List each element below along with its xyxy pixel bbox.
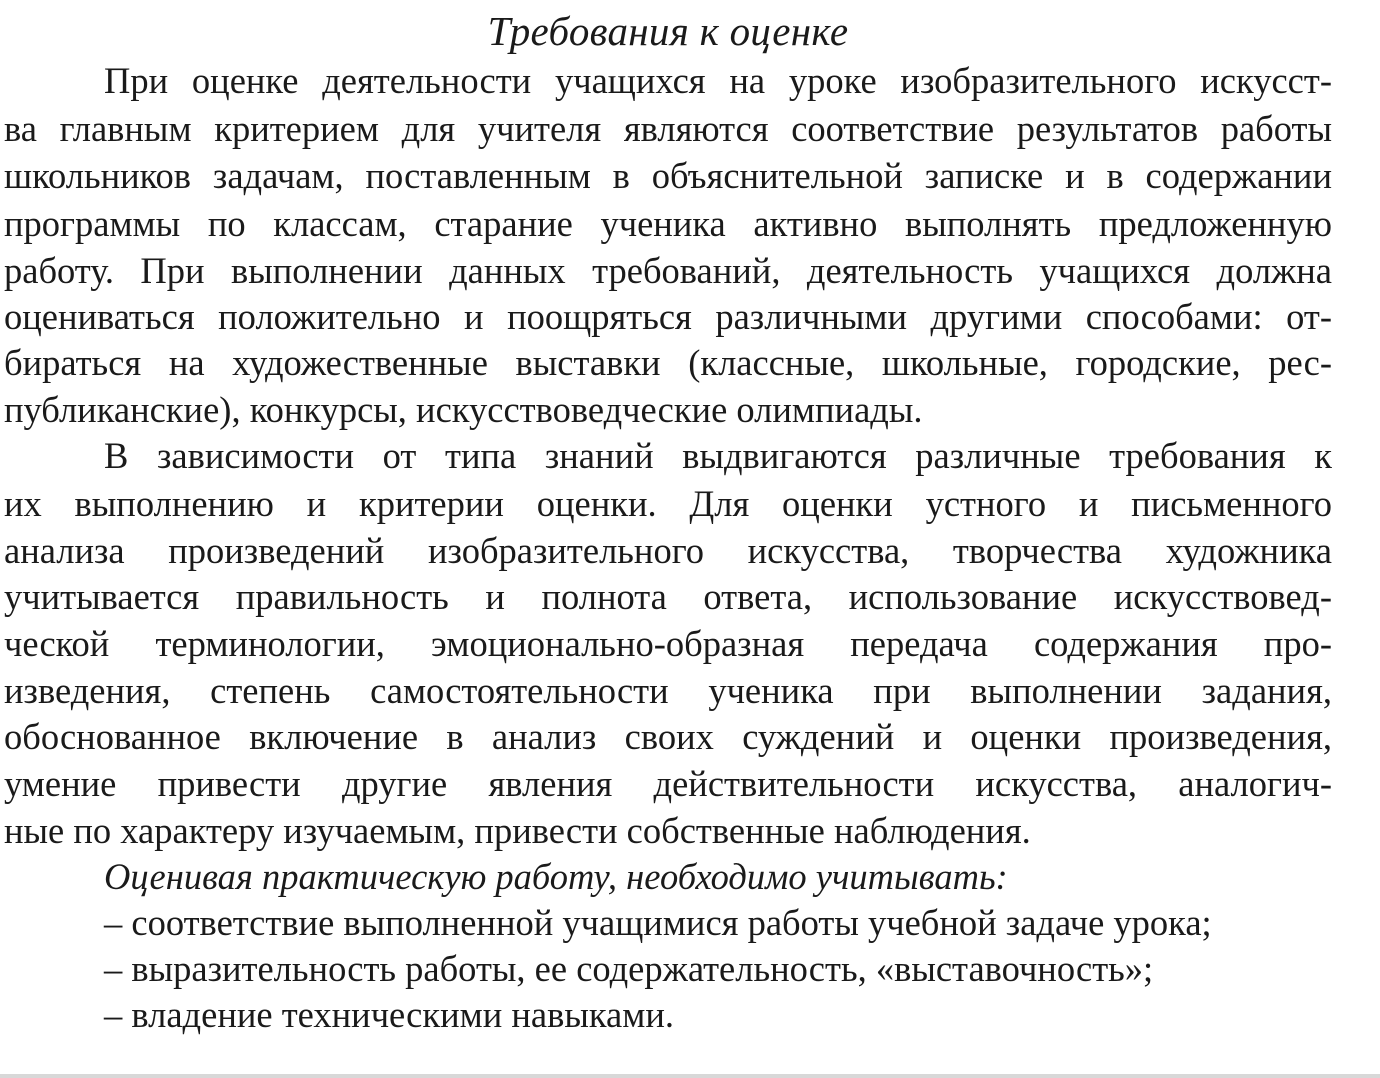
paragraph-1-line: При оценке деятельности учащихся на уроке изобразительного искусст- (104, 60, 1332, 101)
practical-work-intro: Оценивая практическую работу, необходимо учитывать: (104, 856, 1008, 897)
criteria-list-item: – выразительность работы, ее содержательность, «выставочность»; (104, 948, 1154, 989)
criteria-list-item: – соответствие выполненной учащимися работы учебной задаче урока; (104, 902, 1212, 943)
paragraph-1-line: оцениваться положительно и поощряться различными другими способами: от- (4, 296, 1332, 337)
paragraph-1-line: работу. При выполнении данных требований, деятельность учащихся должна (4, 250, 1332, 291)
paragraph-2-line: учитывается правильность и полнота ответа, использование искусствовед- (4, 576, 1332, 617)
paragraph-1-line: программы по классам, старание ученика активно выполнять предложенную (4, 203, 1332, 244)
paragraph-1-line: школьников задачам, поставленным в объяснительной записке и в содержании (4, 155, 1332, 196)
paragraph-2-line: их выполнению и критерии оценки. Для оценки устного и письменного (4, 483, 1332, 524)
paragraph-1-line: бираться на художественные выставки (классные, школьные, городские, рес- (4, 342, 1332, 383)
paragraph-1-line: публиканские), конкурсы, искусствоведческие олимпиады. (4, 389, 923, 430)
bottom-border (0, 1074, 1380, 1078)
paragraph-2-line: анализа произведений изобразительного искусства, творчества художника (4, 530, 1332, 571)
paragraph-2-line: изведения, степень самостоятельности ученика при выполнении задания, (4, 670, 1332, 711)
criteria-list-item: – владение техническими навыками. (104, 994, 675, 1035)
paragraph-2-line: обоснованное включение в анализ своих суждений и оценки произведения, (4, 716, 1332, 757)
paragraph-2-line: умение привести другие явления действительности искусства, аналогич- (4, 763, 1332, 804)
paragraph-2-line: ные по характеру изучаемым, привести собственные наблюдения. (4, 810, 1031, 851)
document-title: Требования к оценке (487, 8, 849, 54)
paragraph-2-line: В зависимости от типа знаний выдвигаются различные требования к (104, 435, 1332, 476)
paragraph-2-line: ческой терминологии, эмоционально-образная передача содержания про- (4, 623, 1332, 664)
paragraph-1-line: ва главным критерием для учителя являются соответствие результатов работы (4, 108, 1332, 149)
